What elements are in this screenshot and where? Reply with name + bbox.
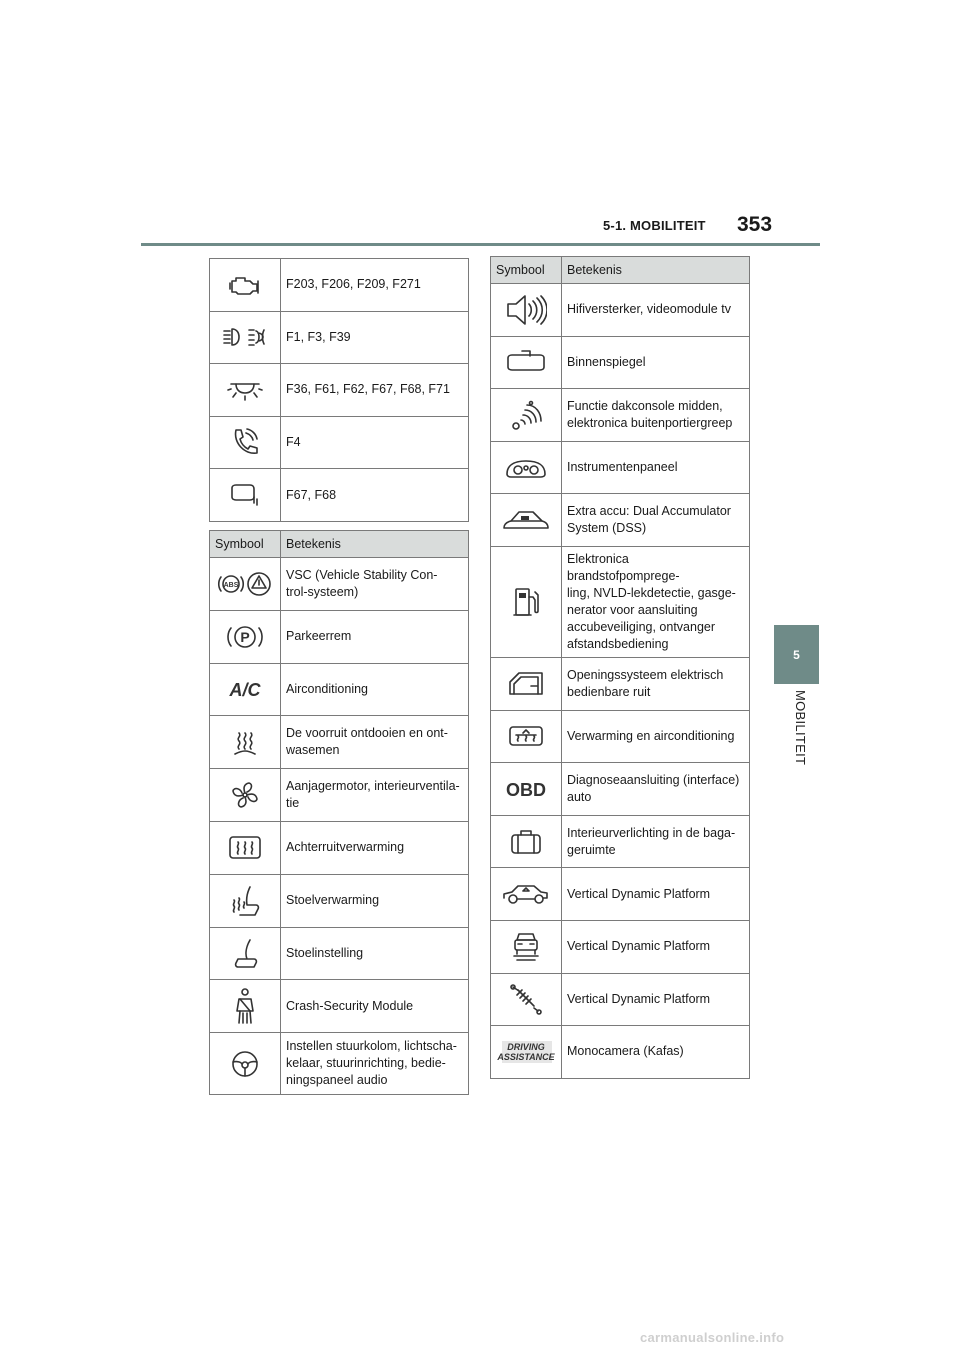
row-text: Airconditioning xyxy=(281,663,469,716)
row-text: Verwarming en airconditioning xyxy=(562,710,750,763)
table-row xyxy=(210,874,469,927)
symbol-table-right xyxy=(490,256,750,1079)
speaker-icon xyxy=(491,284,562,337)
luggage-icon xyxy=(491,815,562,868)
interior-light-icon xyxy=(210,364,281,417)
table-row xyxy=(491,546,750,657)
symbol-table-left xyxy=(209,530,469,1095)
fan-icon xyxy=(210,769,281,822)
table-row xyxy=(210,927,469,980)
headlight-fog-icon xyxy=(210,311,281,364)
row-text: Stoelverwarming xyxy=(281,874,469,927)
table-row xyxy=(210,364,469,417)
abs-warning-icon xyxy=(210,558,281,611)
row-text: Instrumentenpaneel xyxy=(562,441,750,494)
row-text: Elektronica brandstofpomprege- ling, NVLD-lekdetectie, gasge- nerator voor aansluiting accubeveiliging, ontvanger afstandsbediening xyxy=(562,546,750,657)
fuse-symbol-table-continued xyxy=(209,258,469,522)
table-row xyxy=(491,763,750,816)
row-text: F67, F68 xyxy=(281,469,469,522)
row-text: Instellen stuurkolom, lichtscha- kelaar, stuurinrichting, bedie- ningspaneel audio xyxy=(281,1033,469,1095)
page-number: 353 xyxy=(737,213,773,236)
row-text: Hifiversterker, videomodule tv xyxy=(562,284,750,337)
table-row xyxy=(491,973,750,1026)
table-row xyxy=(210,259,469,312)
column-header-meaning: Betekenis xyxy=(281,531,469,558)
roof-console-icon xyxy=(491,389,562,442)
table-row xyxy=(491,710,750,763)
row-text: Vertical Dynamic Platform xyxy=(562,920,750,973)
mirror-icon xyxy=(210,469,281,522)
window-icon xyxy=(491,657,562,710)
row-text: F36, F61, F62, F67, F68, F71 xyxy=(281,364,469,417)
table-row xyxy=(491,815,750,868)
steering-wheel-icon xyxy=(210,1033,281,1095)
p-logo: P xyxy=(240,628,250,645)
chapter-tab xyxy=(774,625,819,684)
row-text: Monocamera (Kafas) xyxy=(562,1026,750,1079)
table-row xyxy=(491,284,750,337)
table-row xyxy=(491,336,750,389)
table-row xyxy=(210,821,469,874)
chapter-label: MOBILITEIT xyxy=(793,690,808,766)
table-row xyxy=(491,441,750,494)
table-row xyxy=(210,558,469,611)
engine-check-icon xyxy=(210,259,281,312)
table-row xyxy=(491,657,750,710)
row-text: Achterruitverwarming xyxy=(281,821,469,874)
seatbelt-icon xyxy=(210,980,281,1033)
table-row xyxy=(491,1026,750,1079)
row-text: F4 xyxy=(281,416,469,469)
row-text: Functie dakconsole midden, elektronica buitenportiergreep xyxy=(562,389,750,442)
phone-icon xyxy=(210,416,281,469)
windscreen-defrost-icon xyxy=(210,716,281,769)
ac-logo: A/C xyxy=(229,680,261,701)
section-title: 5-1. MOBILITEIT xyxy=(603,218,706,233)
chapter-number: 5 xyxy=(793,647,800,662)
vehicle-front-icon xyxy=(491,920,562,973)
table-row xyxy=(210,980,469,1033)
row-text: Extra accu: Dual Accumulator System (DSS) xyxy=(562,494,750,547)
column-header-meaning: Betekenis xyxy=(562,257,750,284)
table-row xyxy=(491,868,750,921)
column-header-symbol: Symbool xyxy=(491,257,562,284)
row-text: Aanjagermotor, interieurventila- tie xyxy=(281,769,469,822)
instrument-panel-icon xyxy=(491,441,562,494)
row-text: VSC (Vehicle Stability Con- trol-systeem) xyxy=(281,558,469,611)
row-text: Vertical Dynamic Platform xyxy=(562,973,750,1026)
abs-logo: ABS xyxy=(223,581,239,589)
table-row xyxy=(491,389,750,442)
row-text: Diagnoseaansluiting (interface) auto xyxy=(562,763,750,816)
row-text: De voorruit ontdooien en ont- wasemen xyxy=(281,716,469,769)
seat-heating-icon xyxy=(210,874,281,927)
climate-icon xyxy=(491,710,562,763)
parking-brake-icon xyxy=(210,610,281,663)
row-text: Openingssysteem elektrisch bedienbare ruit xyxy=(562,657,750,710)
row-text: F203, F206, F209, F271 xyxy=(281,259,469,312)
table-row xyxy=(210,416,469,469)
table-row xyxy=(210,769,469,822)
rearview-mirror-icon xyxy=(491,336,562,389)
assistance-logo: ASSISTANCE xyxy=(497,1051,555,1062)
car-suspension-icon xyxy=(491,868,562,921)
shock-absorber-icon xyxy=(491,973,562,1026)
column-header-symbol: Symbool xyxy=(210,531,281,558)
battery-car-icon xyxy=(491,494,562,547)
driving-assistance-icon xyxy=(491,1026,562,1079)
row-text: F1, F3, F39 xyxy=(281,311,469,364)
fuel-pump-icon xyxy=(491,546,562,657)
table-row xyxy=(491,494,750,547)
row-text: Binnenspiegel xyxy=(562,336,750,389)
row-text: Interieurverlichting in de baga- geruimte xyxy=(562,815,750,868)
row-text: Parkeerrem xyxy=(281,610,469,663)
seat-adjust-icon xyxy=(210,927,281,980)
header-divider xyxy=(141,243,820,246)
row-text: Crash-Security Module xyxy=(281,980,469,1033)
table-row xyxy=(210,469,469,522)
table-row xyxy=(491,920,750,973)
rear-defrost-icon xyxy=(210,821,281,874)
table-row xyxy=(210,610,469,663)
row-text: Stoelinstelling xyxy=(281,927,469,980)
driving-logo: DRIVING xyxy=(507,1041,545,1052)
table-row xyxy=(210,311,469,364)
obd-icon xyxy=(491,763,562,816)
table-row xyxy=(210,1033,469,1095)
table-row xyxy=(210,716,469,769)
obd-logo: OBD xyxy=(506,779,546,800)
table-row xyxy=(210,663,469,716)
watermark: carmanualsonline.info xyxy=(640,1330,785,1345)
ac-icon xyxy=(210,663,281,716)
row-text: Vertical Dynamic Platform xyxy=(562,868,750,921)
